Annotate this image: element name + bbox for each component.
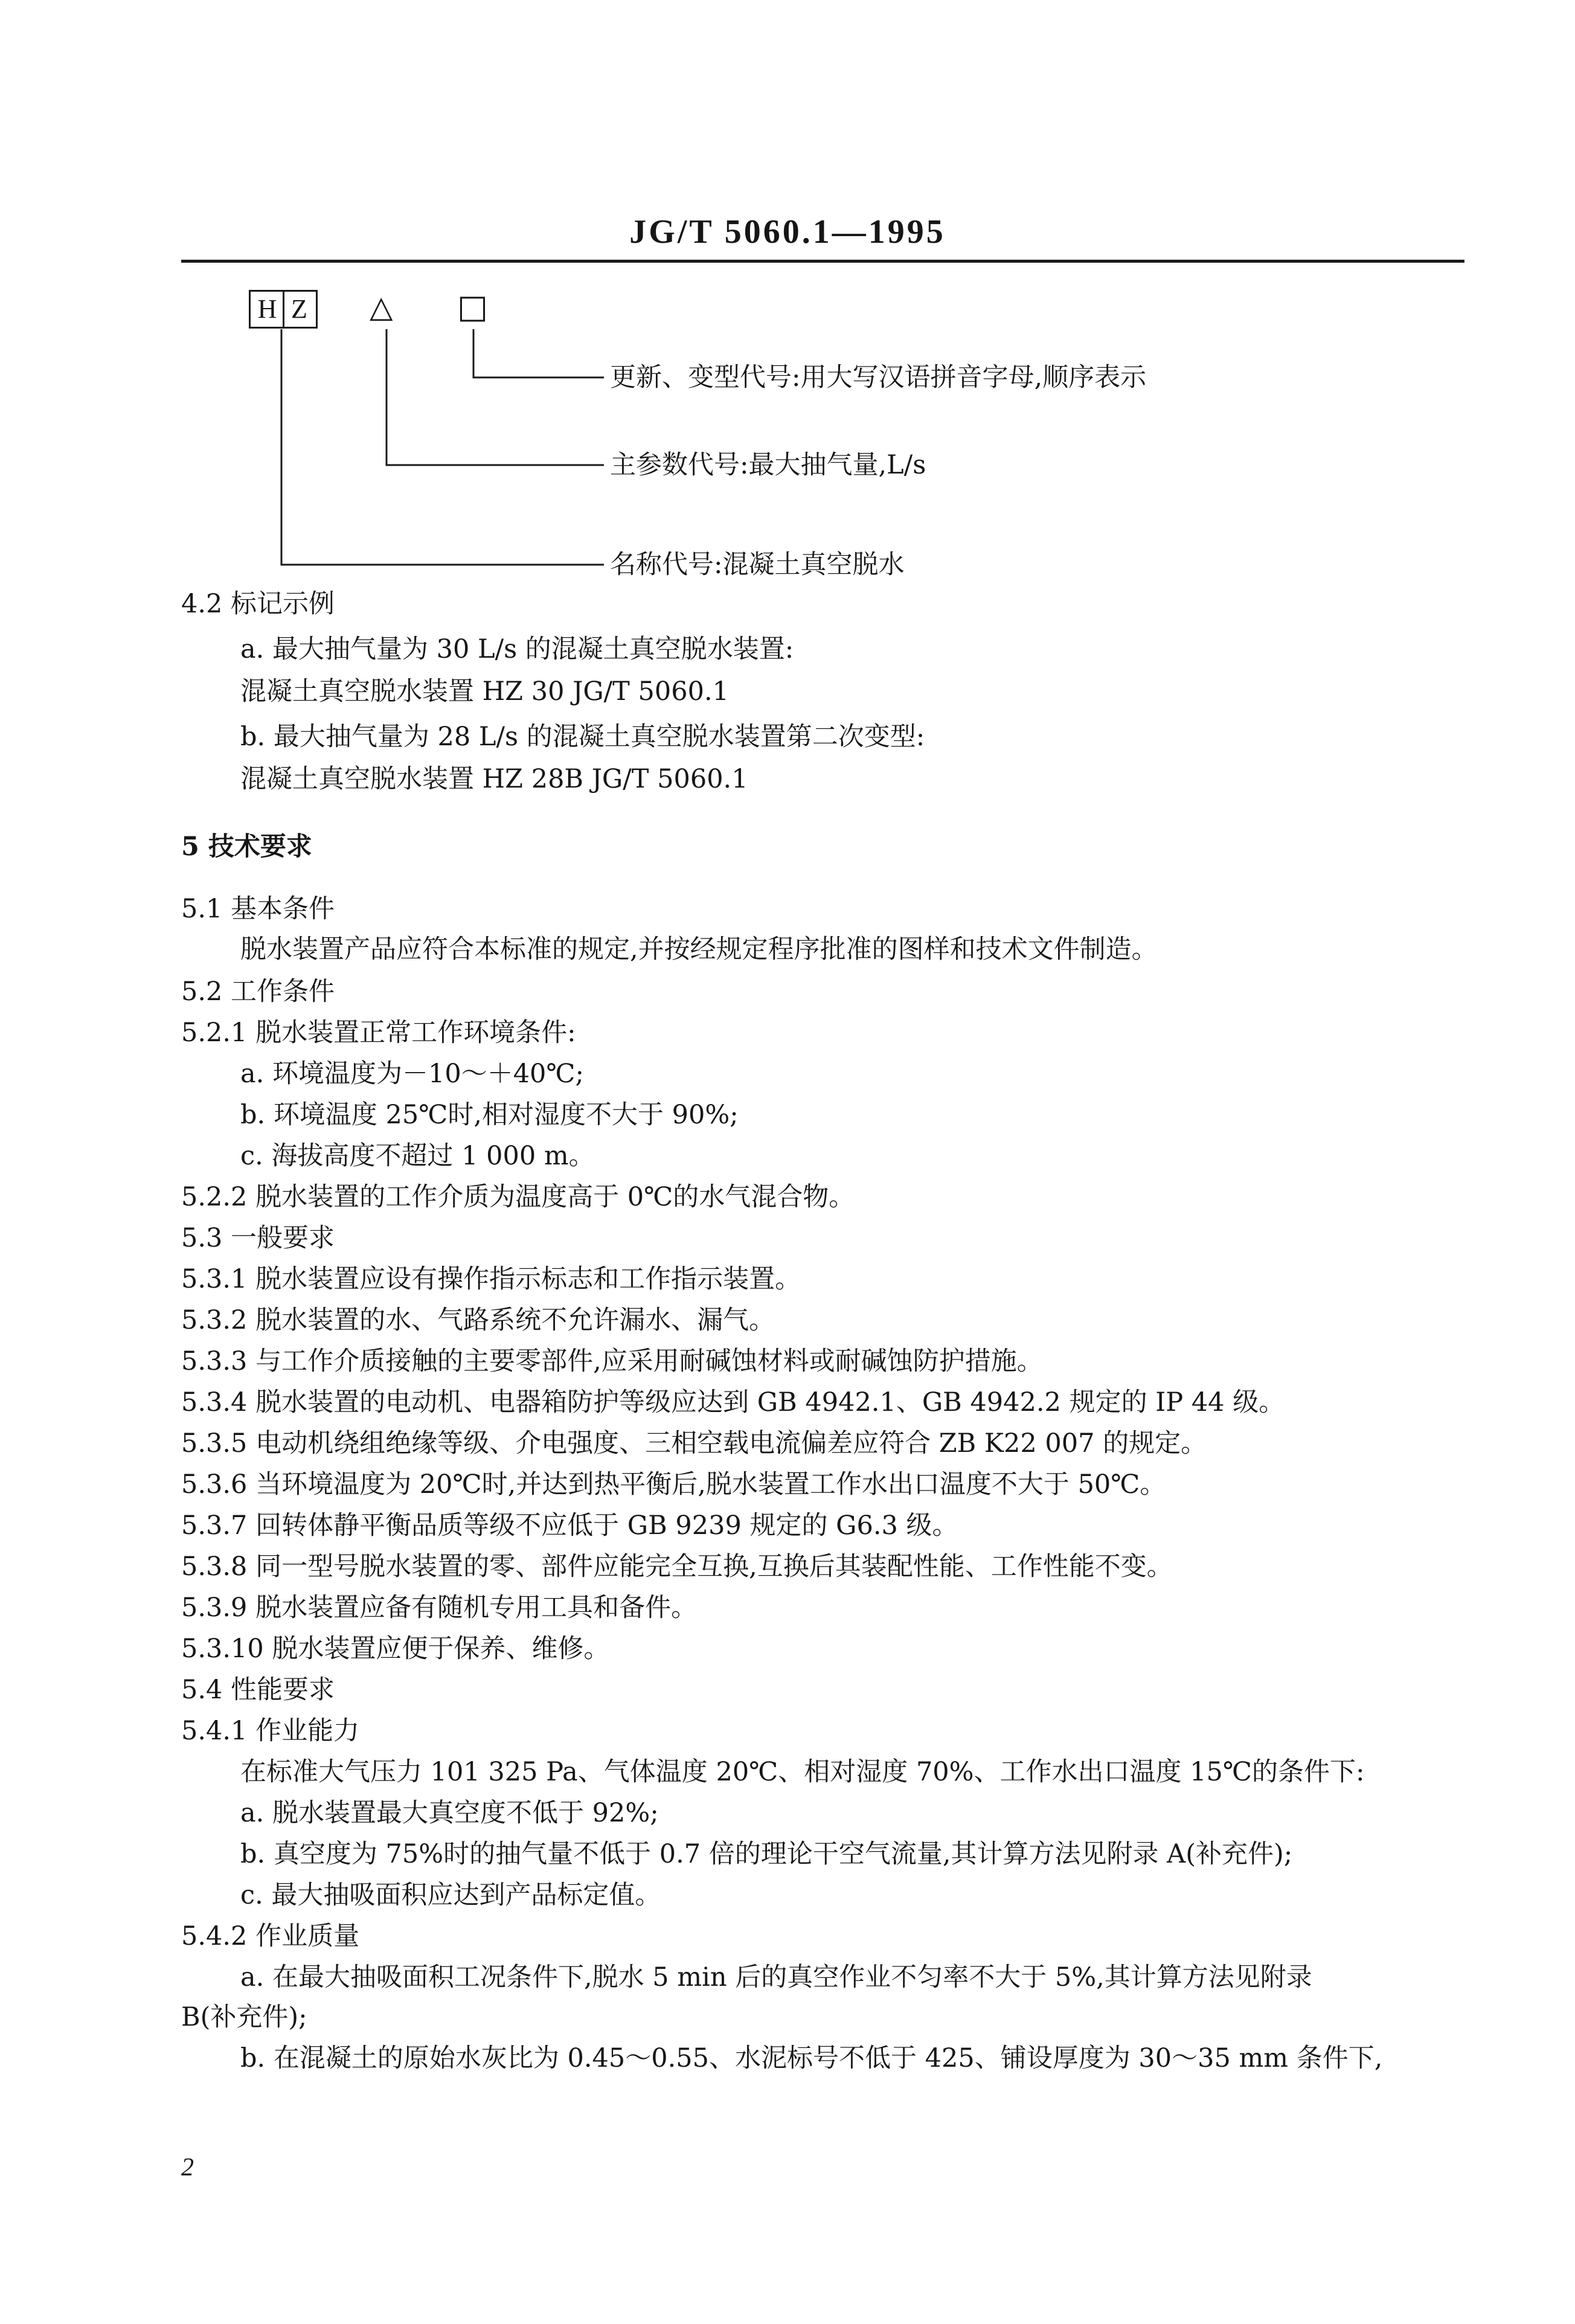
item-5-4-2-b: b. 在混凝土的原始水灰比为 0.45～0.55、水泥标号不低于 425、铺设厚度为 30～35 mm 条件下, (240, 2043, 1383, 2073)
section-5-title: 5 技术要求 (181, 832, 312, 862)
item-5-2-1-c: c. 海拔高度不超过 1 000 m。 (240, 1141, 595, 1171)
leader-line-variant (473, 329, 604, 377)
clause-5-3-7: 5.3.7 回转体静平衡品质等级不应低于 GB 9239 规定的 G6.3 级。 (181, 1510, 958, 1541)
item-5-2-1-a: a. 环境温度为－10～＋40℃; (240, 1059, 584, 1089)
clause-5-3-1: 5.3.1 脱水装置应设有操作指示标志和工作指示装置。 (181, 1264, 801, 1294)
item-5-2-1-b: b. 环境温度 25℃时,相对湿度不大于 90%; (240, 1100, 739, 1130)
clause-5-3-10: 5.3.10 脱水装置应便于保养、维修。 (181, 1634, 610, 1664)
square-symbol: □ (457, 287, 489, 326)
example-a: a. 最大抽气量为 30 L/s 的混凝土真空脱水装置: (240, 634, 794, 664)
legend-variant-code: 更新、变型代号:用大写汉语拼音字母,顺序表示 (610, 362, 1147, 393)
item-5-4-2-a: a. 在最大抽吸面积工况条件下,脱水 5 min 后的真空作业不匀率不大于 5%,其计算方法见附录 (240, 1962, 1312, 1992)
triangle-symbol: △ (370, 289, 393, 324)
model-diagram-lines (0, 0, 1575, 604)
clause-5-3-9: 5.3.9 脱水装置应备有随机专用工具和备件。 (181, 1593, 698, 1623)
code-letter-z: Z (291, 294, 307, 324)
clause-5-4-1-body: 在标准大气压力 101 325 Pa、气体温度 20℃、相对湿度 70%、工作水出口温度 15℃的条件下: (240, 1757, 1365, 1787)
clause-4-2: 4.2 标记示例 (181, 589, 335, 619)
clause-5-3-8: 5.3.8 同一型号脱水装置的零、部件应能完全互换,互换后其装配性能、工作性能不变。 (181, 1552, 1173, 1582)
legend-name-code: 名称代号:混凝土真空脱水 (610, 550, 905, 580)
clause-5-1-body: 脱水装置产品应符合本标准的规定,并按经规定程序批准的图样和技术文件制造。 (240, 934, 1158, 965)
example-b: b. 最大抽气量为 28 L/s 的混凝土真空脱水装置第二次变型: (240, 722, 925, 752)
clause-5-2-2: 5.2.2 脱水装置的工作介质为温度高于 0℃的水气混合物。 (181, 1182, 855, 1212)
example-a-marking: 混凝土真空脱水装置 HZ 30 JG/T 5060.1 (240, 676, 729, 707)
clause-5-3-2: 5.3.2 脱水装置的水、气路系统不允许漏水、漏气。 (181, 1305, 775, 1335)
example-b-marking: 混凝土真空脱水装置 HZ 28B JG/T 5060.1 (240, 764, 748, 794)
item-5-4-1-b: b. 真空度为 75%时的抽气量不低于 0.7 倍的理论干空气流量,其计算方法见附录 A(补充件); (240, 1839, 1293, 1869)
item-5-4-1-a: a. 脱水装置最大真空度不低于 92%; (240, 1798, 659, 1828)
clause-5-4-1: 5.4.1 作业能力 (181, 1716, 360, 1746)
clause-5-1: 5.1 基本条件 (181, 894, 335, 924)
item-5-4-1-c: c. 最大抽吸面积应达到产品标定值。 (240, 1880, 661, 1910)
leader-line-name (281, 329, 604, 565)
clause-5-3-6: 5.3.6 当环境温度为 20℃时,并达到热平衡后,脱水装置工作水出口温度不大于 50℃。 (181, 1469, 1166, 1500)
clause-5-3-4: 5.3.4 脱水装置的电动机、电器箱防护等级应达到 GB 4942.1、GB 4942.2 规定的 IP 44 级。 (181, 1387, 1285, 1417)
page-number: 2 (181, 2154, 194, 2181)
clause-5-2-1: 5.2.1 脱水装置正常工作环境条件: (181, 1018, 576, 1048)
clause-5-3-3: 5.3.3 与工作介质接触的主要零部件,应采用耐碱蚀材料或耐碱蚀防护措施。 (181, 1346, 1043, 1376)
legend-parameter-code: 主参数代号:最大抽气量,L/s (610, 450, 926, 480)
clause-5-3: 5.3 一般要求 (181, 1223, 335, 1253)
leader-line-parameter (387, 329, 604, 465)
code-letter-h: H (257, 294, 277, 324)
clause-5-3-5: 5.3.5 电动机绕组绝缘等级、介电强度、三相空载电流偏差应符合 ZB K22 007 的规定。 (181, 1428, 1207, 1459)
clause-5-4: 5.4 性能要求 (181, 1675, 335, 1705)
clause-5-2: 5.2 工作条件 (181, 977, 335, 1007)
clause-5-4-2: 5.4.2 作业质量 (181, 1921, 360, 1951)
standard-code-header: JG/T 5060.1—1995 (629, 213, 946, 251)
item-5-4-2-a-cont: B(补充件); (181, 2002, 307, 2032)
